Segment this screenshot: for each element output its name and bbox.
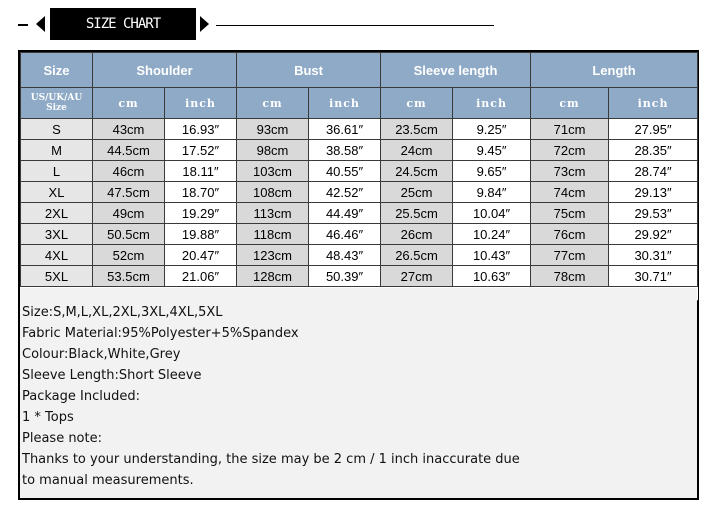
note-fabric: Fabric Material:95%Polyester+5%Spandex bbox=[22, 326, 299, 341]
cell-bust-cm: 123cm bbox=[237, 245, 309, 266]
note-colour: Colour:Black,White,Grey bbox=[22, 347, 181, 362]
cell-length-cm: 74cm bbox=[531, 182, 609, 203]
cell-sleeve-inch: 10.04″ bbox=[453, 203, 531, 224]
cell-shoulder-inch: 16.93″ bbox=[165, 119, 237, 140]
product-notes bbox=[20, 288, 697, 498]
note-package-item: 1 * Tops bbox=[22, 410, 74, 425]
unit-inch: inch bbox=[165, 88, 237, 119]
cell-bust-cm: 93cm bbox=[237, 119, 309, 140]
header-length: Length bbox=[531, 53, 698, 88]
cell-sleeve-cm: 23.5cm bbox=[381, 119, 453, 140]
banner-dash-left bbox=[18, 24, 28, 26]
size-rows bbox=[21, 119, 698, 287]
cell-sleeve-cm: 26cm bbox=[381, 224, 453, 245]
cell-shoulder-cm: 47.5cm bbox=[93, 182, 165, 203]
cell-sleeve-cm: 27cm bbox=[381, 266, 453, 287]
table-row bbox=[21, 224, 698, 245]
cell-size: 2XL bbox=[21, 203, 93, 224]
cell-bust-inch: 38.58″ bbox=[309, 140, 381, 161]
cell-sleeve-inch: 10.24″ bbox=[453, 224, 531, 245]
table-row bbox=[21, 182, 698, 203]
cell-shoulder-cm: 46cm bbox=[93, 161, 165, 182]
cell-bust-inch: 46.46″ bbox=[309, 224, 381, 245]
unit-cm: cm bbox=[381, 88, 453, 119]
cell-shoulder-inch: 19.29″ bbox=[165, 203, 237, 224]
cell-bust-cm: 113cm bbox=[237, 203, 309, 224]
cell-length-inch: 29.13″ bbox=[609, 182, 698, 203]
cell-length-inch: 28.74″ bbox=[609, 161, 698, 182]
table-row bbox=[21, 119, 698, 140]
cell-sleeve-inch: 9.84″ bbox=[453, 182, 531, 203]
cell-shoulder-inch: 17.52″ bbox=[165, 140, 237, 161]
cell-sleeve-inch: 9.45″ bbox=[453, 140, 531, 161]
cell-length-inch: 30.71″ bbox=[609, 266, 698, 287]
cell-length-inch: 29.53″ bbox=[609, 203, 698, 224]
cell-size: XL bbox=[21, 182, 93, 203]
cell-shoulder-inch: 21.06″ bbox=[165, 266, 237, 287]
cell-length-cm: 78cm bbox=[531, 266, 609, 287]
cell-size: 5XL bbox=[21, 266, 93, 287]
chevron-right-icon bbox=[200, 16, 209, 32]
header-region-size bbox=[21, 88, 93, 119]
cell-sleeve-cm: 24cm bbox=[381, 140, 453, 161]
cell-length-inch: 27.95″ bbox=[609, 119, 698, 140]
unit-inch: inch bbox=[453, 88, 531, 119]
unit-cm: cm bbox=[237, 88, 309, 119]
cell-sleeve-inch: 9.65″ bbox=[453, 161, 531, 182]
note-sleeve: Sleeve Length:Short Sleeve bbox=[22, 368, 202, 383]
unit-cm: cm bbox=[531, 88, 609, 119]
note-package: Package Included: bbox=[22, 389, 140, 404]
unit-cm: cm bbox=[93, 88, 165, 119]
size-chart-frame bbox=[18, 50, 699, 500]
cell-size: L bbox=[21, 161, 93, 182]
banner-rule bbox=[216, 25, 494, 26]
cell-size: 4XL bbox=[21, 245, 93, 266]
table-row bbox=[21, 203, 698, 224]
table-row bbox=[21, 266, 698, 287]
cell-size: S bbox=[21, 119, 93, 140]
cell-bust-inch: 40.55″ bbox=[309, 161, 381, 182]
table-row bbox=[21, 161, 698, 182]
cell-sleeve-inch: 9.25″ bbox=[453, 119, 531, 140]
cell-length-cm: 71cm bbox=[531, 119, 609, 140]
cell-bust-cm: 118cm bbox=[237, 224, 309, 245]
cell-bust-inch: 50.39″ bbox=[309, 266, 381, 287]
table-header-units bbox=[21, 88, 698, 119]
cell-sleeve-cm: 25cm bbox=[381, 182, 453, 203]
note-sizes: Size:S,M,L,XL,2XL,3XL,4XL,5XL bbox=[22, 305, 223, 320]
header-bust: Bust bbox=[237, 53, 381, 88]
cell-sleeve-cm: 26.5cm bbox=[381, 245, 453, 266]
table-row bbox=[21, 245, 698, 266]
cell-sleeve-inch: 10.63″ bbox=[453, 266, 531, 287]
cell-shoulder-inch: 19.88″ bbox=[165, 224, 237, 245]
unit-inch: inch bbox=[609, 88, 698, 119]
cell-bust-cm: 98cm bbox=[237, 140, 309, 161]
size-table bbox=[20, 52, 698, 301]
size-chart-banner bbox=[0, 6, 721, 46]
cell-shoulder-inch: 18.11″ bbox=[165, 161, 237, 182]
chevron-left-icon bbox=[36, 16, 45, 32]
cell-bust-cm: 128cm bbox=[237, 266, 309, 287]
cell-length-cm: 76cm bbox=[531, 224, 609, 245]
cell-sleeve-inch: 10.43″ bbox=[453, 245, 531, 266]
cell-shoulder-cm: 44.5cm bbox=[93, 140, 165, 161]
cell-shoulder-cm: 50.5cm bbox=[93, 224, 165, 245]
cell-length-cm: 72cm bbox=[531, 140, 609, 161]
cell-bust-inch: 48.43″ bbox=[309, 245, 381, 266]
cell-shoulder-inch: 20.47″ bbox=[165, 245, 237, 266]
header-size: Size bbox=[21, 53, 93, 88]
cell-length-cm: 75cm bbox=[531, 203, 609, 224]
cell-sleeve-cm: 25.5cm bbox=[381, 203, 453, 224]
cell-shoulder-cm: 53.5cm bbox=[93, 266, 165, 287]
region-label: US/UK/AU bbox=[30, 93, 83, 103]
region-size-label: Size bbox=[46, 103, 67, 113]
table-row bbox=[21, 140, 698, 161]
cell-bust-inch: 42.52″ bbox=[309, 182, 381, 203]
cell-size: 3XL bbox=[21, 224, 93, 245]
cell-length-inch: 28.35″ bbox=[609, 140, 698, 161]
cell-shoulder-cm: 43cm bbox=[93, 119, 165, 140]
cell-bust-inch: 44.49″ bbox=[309, 203, 381, 224]
cell-length-inch: 29.92″ bbox=[609, 224, 698, 245]
cell-bust-inch: 36.61″ bbox=[309, 119, 381, 140]
cell-length-inch: 30.31″ bbox=[609, 245, 698, 266]
cell-sleeve-cm: 24.5cm bbox=[381, 161, 453, 182]
note-please: Please note: bbox=[22, 431, 102, 446]
cell-shoulder-cm: 52cm bbox=[93, 245, 165, 266]
unit-inch: inch bbox=[309, 88, 381, 119]
cell-bust-cm: 108cm bbox=[237, 182, 309, 203]
cell-shoulder-inch: 18.70″ bbox=[165, 182, 237, 203]
cell-length-cm: 77cm bbox=[531, 245, 609, 266]
cell-length-cm: 73cm bbox=[531, 161, 609, 182]
note-accuracy-1: Thanks to your understanding, the size may be 2 cm / 1 inch inaccurate due bbox=[22, 452, 520, 467]
banner-title: SIZE CHART bbox=[50, 8, 196, 40]
table-header-groups bbox=[21, 53, 698, 88]
header-shoulder: Shoulder bbox=[93, 53, 237, 88]
cell-shoulder-cm: 49cm bbox=[93, 203, 165, 224]
cell-size: M bbox=[21, 140, 93, 161]
note-accuracy-2: to manual measurements. bbox=[22, 473, 194, 488]
header-sleeve-length: Sleeve length bbox=[381, 53, 531, 88]
cell-bust-cm: 103cm bbox=[237, 161, 309, 182]
